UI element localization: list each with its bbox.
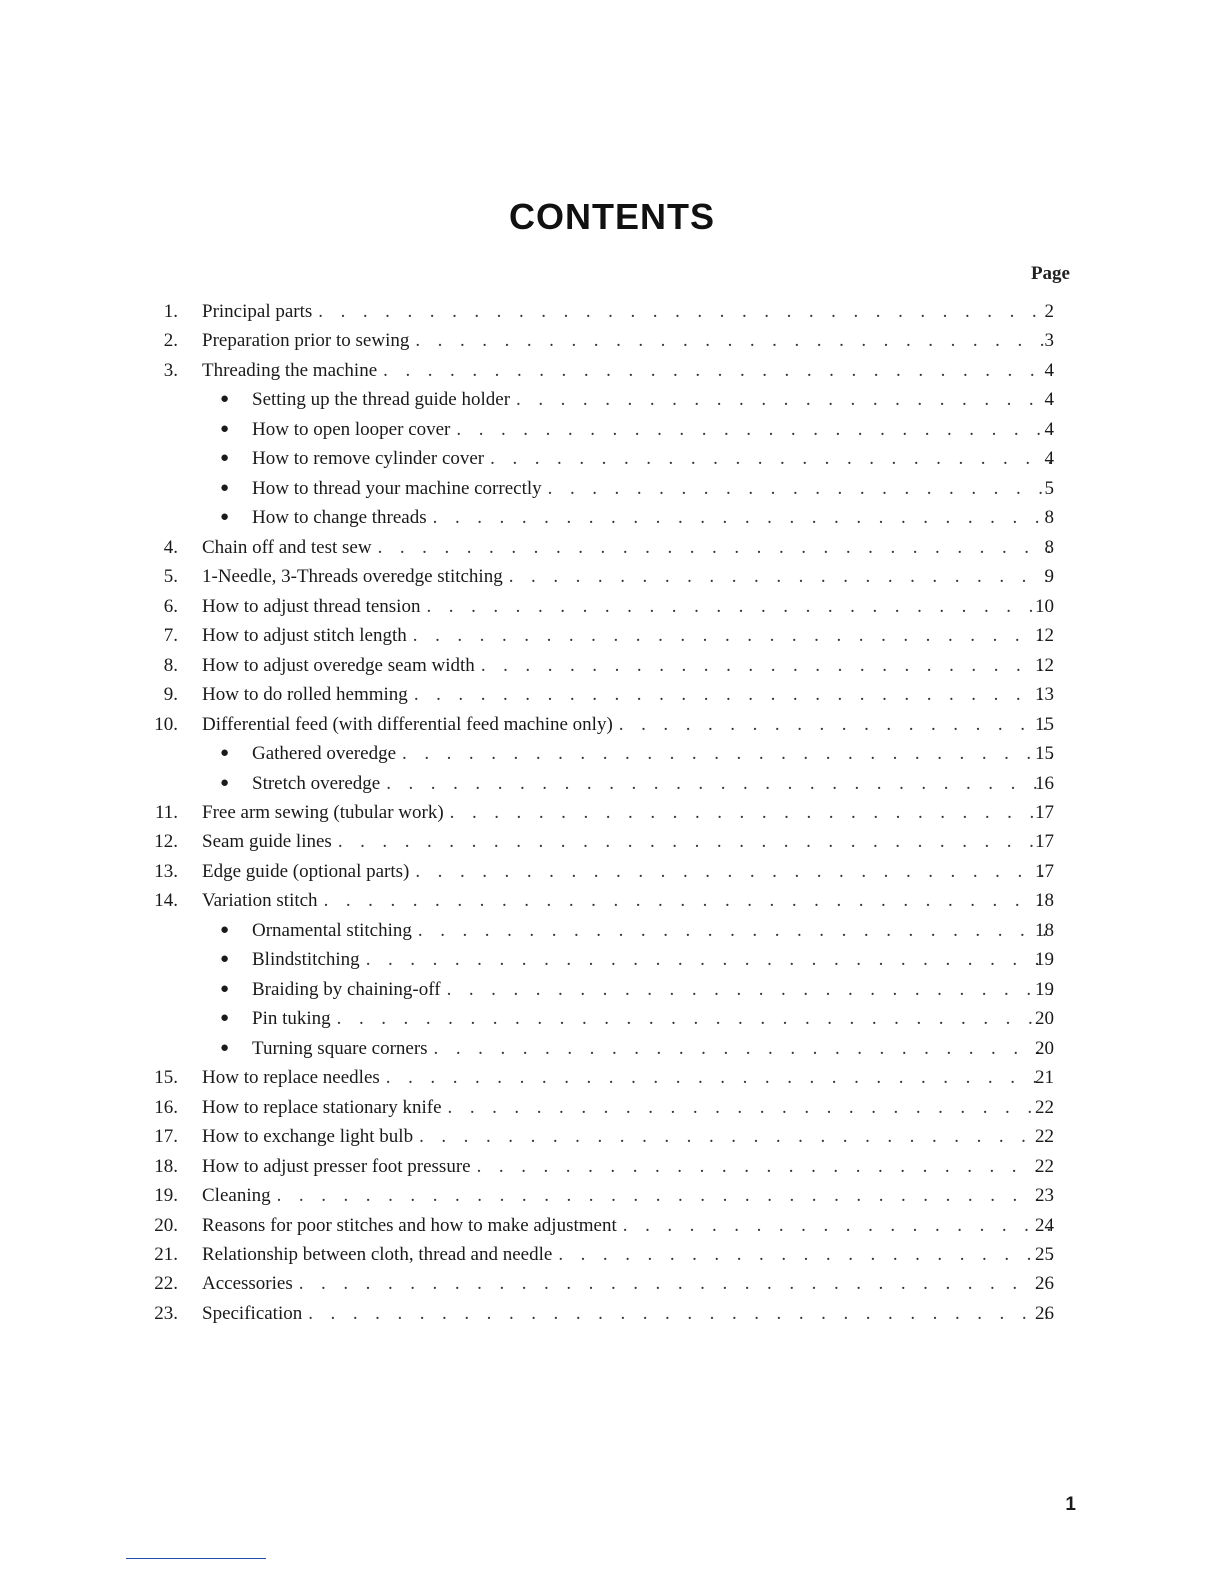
- dot-leader: [477, 1152, 1052, 1181]
- toc-entry-number: 18.: [154, 1155, 178, 1177]
- toc-row: [0, 415, 1224, 444]
- toc-row: [0, 592, 1224, 621]
- dot-leader: [419, 1122, 1052, 1151]
- toc-entry: [202, 621, 1056, 650]
- toc-entry-number: 16.: [154, 1096, 178, 1118]
- toc-entry-page: 21: [1035, 1067, 1054, 1089]
- toc-entry-page: 22: [1035, 1096, 1054, 1118]
- toc-entry-number: 21.: [154, 1244, 178, 1265]
- toc-row: [0, 975, 1224, 1004]
- dot-leader: [383, 356, 1052, 385]
- toc-entry-label: Specification: [202, 1302, 303, 1324]
- toc-row: [0, 562, 1224, 591]
- dot-leader: [318, 297, 1052, 326]
- toc-row: [0, 945, 1224, 974]
- toc-entry-number: 22.: [154, 1273, 178, 1295]
- toc-entry: [202, 857, 1056, 886]
- dot-leader: [337, 1004, 1052, 1033]
- toc-entry-page: 17: [1035, 831, 1054, 853]
- toc-entry-page: 4: [1044, 359, 1054, 381]
- toc-row: [0, 857, 1224, 886]
- table-of-contents: [0, 297, 1224, 1328]
- toc-entry: [202, 562, 1056, 591]
- toc-entry-label: Reasons for poor stitches and how to make adjustment: [202, 1214, 617, 1236]
- dot-leader: [414, 680, 1052, 709]
- toc-entry-page: 15: [1035, 743, 1054, 765]
- toc-entry-number: 3.: [163, 359, 178, 381]
- toc-row: [0, 1093, 1224, 1122]
- toc-entry-number: 4.: [163, 536, 178, 558]
- bullet-icon: ●: [220, 980, 230, 997]
- toc-entry-label: How to change threads: [252, 507, 427, 529]
- dot-leader: [378, 533, 1052, 562]
- bullet-icon: ●: [220, 745, 230, 762]
- toc-entry-label: How to remove cylinder cover: [252, 448, 485, 470]
- toc-row: [0, 1152, 1224, 1181]
- toc-entry-label: How to thread your machine correctly: [252, 477, 542, 499]
- toc-entry: [202, 1240, 1056, 1269]
- toc-entry-label: Seam guide lines: [202, 831, 332, 853]
- toc-row: [0, 651, 1224, 680]
- toc-row: [0, 1063, 1224, 1092]
- bullet-icon: ●: [220, 450, 230, 467]
- toc-entry: [252, 503, 1056, 532]
- toc-entry-page: 2: [1044, 301, 1054, 322]
- toc-entry-number: 14.: [154, 890, 178, 912]
- toc-entry-number: 11.: [154, 801, 178, 823]
- toc-entry-page: 9: [1044, 566, 1054, 588]
- toc-row: [0, 533, 1224, 562]
- bullet-icon: ●: [220, 509, 230, 526]
- bullet-icon: ●: [220, 420, 230, 437]
- toc-row: [0, 1004, 1224, 1033]
- toc-entry-page: 20: [1035, 1008, 1054, 1030]
- toc-entry-page: 17: [1035, 860, 1054, 882]
- toc-entry-page: 16: [1035, 772, 1054, 794]
- toc-entry-page: 24: [1035, 1214, 1054, 1236]
- toc-entry-label: Edge guide (optional parts): [202, 860, 410, 882]
- toc-entry-page: 25: [1035, 1244, 1054, 1265]
- toc-entry-label: How to exchange light bulb: [202, 1126, 414, 1148]
- toc-entry-page: 18: [1035, 890, 1054, 912]
- dot-leader: [548, 474, 1052, 503]
- toc-row: [0, 385, 1224, 414]
- toc-entry: [202, 297, 1056, 326]
- toc-row: [0, 1034, 1224, 1063]
- toc-entry-number: 20.: [154, 1214, 178, 1236]
- dot-leader: [386, 769, 1052, 798]
- toc-entry: [252, 975, 1056, 1004]
- toc-entry-page: 5: [1044, 477, 1054, 499]
- toc-entry: [252, 739, 1056, 768]
- toc-entry: [252, 444, 1056, 473]
- toc-entry-label: Pin tuking: [252, 1008, 331, 1030]
- toc-entry: [202, 1299, 1056, 1328]
- dot-leader: [509, 562, 1052, 591]
- toc-row: [0, 326, 1224, 355]
- toc-entry-page: 12: [1035, 654, 1054, 676]
- toc-row: [0, 1211, 1224, 1240]
- toc-row: [0, 1240, 1224, 1269]
- toc-entry-label: How to open looper cover: [252, 418, 451, 440]
- toc-entry-label: Principal parts: [202, 301, 313, 322]
- toc-entry: [252, 1004, 1056, 1033]
- toc-row: [0, 680, 1224, 709]
- toc-entry-number: 5.: [163, 566, 178, 588]
- toc-entry: [202, 1152, 1056, 1181]
- toc-entry: [202, 1269, 1056, 1298]
- toc-entry-label: Blindstitching: [252, 949, 360, 971]
- toc-entry-number: 12.: [154, 831, 178, 853]
- page-number: 1: [1065, 1494, 1076, 1515]
- toc-entry-number: 6.: [163, 595, 178, 617]
- bullet-icon: ●: [220, 921, 230, 938]
- toc-row: [0, 356, 1224, 385]
- toc-entry: [202, 592, 1056, 621]
- toc-entry-label: How to replace needles: [202, 1067, 380, 1089]
- dot-leader: [418, 916, 1052, 945]
- dot-leader: [456, 415, 1052, 444]
- toc-entry-label: Threading the machine: [202, 359, 378, 381]
- toc-entry: [202, 1211, 1056, 1240]
- toc-entry: [202, 680, 1056, 709]
- toc-entry-label: Turning square corners: [252, 1037, 428, 1059]
- toc-row: [0, 769, 1224, 798]
- toc-entry-page: 4: [1044, 418, 1054, 440]
- toc-entry-number: 10.: [154, 713, 178, 735]
- dot-leader: [619, 710, 1052, 739]
- toc-entry-page: 23: [1035, 1185, 1054, 1207]
- dot-leader: [277, 1181, 1052, 1210]
- toc-entry-label: Stretch overedge: [252, 772, 381, 794]
- toc-entry-label: How to do rolled hemming: [202, 684, 408, 706]
- toc-row: [0, 1299, 1224, 1328]
- toc-entry-page: 19: [1035, 978, 1054, 1000]
- toc-row: [0, 444, 1224, 473]
- dot-leader: [324, 886, 1052, 915]
- toc-row: [0, 798, 1224, 827]
- toc-entry-page: 26: [1035, 1302, 1054, 1324]
- toc-entry-number: 9.: [163, 684, 178, 706]
- toc-entry: [202, 326, 1056, 355]
- toc-entry: [252, 916, 1056, 945]
- toc-entry: [252, 769, 1056, 798]
- toc-entry-page: 17: [1035, 801, 1054, 823]
- dot-leader: [308, 1299, 1052, 1328]
- toc-entry-label: Ornamental stitching: [252, 919, 412, 941]
- toc-entry-number: 23.: [154, 1302, 178, 1324]
- dot-leader: [426, 592, 1052, 621]
- toc-entry-label: Preparation prior to sewing: [202, 330, 410, 352]
- toc-row: [0, 886, 1224, 915]
- toc-entry-page: 20: [1035, 1037, 1054, 1059]
- dot-leader: [490, 444, 1052, 473]
- toc-entry-number: 13.: [154, 860, 178, 882]
- toc-entry: [252, 415, 1056, 444]
- toc-entry-label: How to adjust overedge seam width: [202, 654, 475, 676]
- toc-entry-page: 18: [1035, 919, 1054, 941]
- toc-row: [0, 1122, 1224, 1151]
- dot-leader: [481, 651, 1052, 680]
- toc-entry: [202, 356, 1056, 385]
- dot-leader: [450, 798, 1052, 827]
- toc-entry-page: 8: [1044, 507, 1054, 529]
- toc-entry-number: 15.: [154, 1067, 178, 1089]
- toc-row: [0, 827, 1224, 856]
- toc-entry: [202, 827, 1056, 856]
- dot-leader: [433, 503, 1052, 532]
- dot-leader: [338, 827, 1052, 856]
- toc-entry-page: 26: [1035, 1273, 1054, 1295]
- toc-entry-label: Free arm sewing (tubular work): [202, 801, 444, 823]
- dot-leader: [386, 1063, 1052, 1092]
- toc-entry-label: Setting up the thread guide holder: [252, 389, 511, 411]
- toc-entry: [252, 385, 1056, 414]
- dot-leader: [558, 1240, 1052, 1269]
- toc-entry: [202, 651, 1056, 680]
- toc-entry-label: Accessories: [202, 1273, 293, 1295]
- toc-entry-page: 13: [1035, 684, 1054, 706]
- toc-entry-label: Chain off and test sew: [202, 536, 372, 558]
- toc-entry-page: 10: [1035, 595, 1054, 617]
- toc-row: [0, 503, 1224, 532]
- toc-entry: [202, 1093, 1056, 1122]
- toc-entry: [202, 1063, 1056, 1092]
- toc-row: [0, 710, 1224, 739]
- dot-leader: [413, 621, 1052, 650]
- toc-entry-page: 4: [1044, 389, 1054, 411]
- toc-entry-label: Cleaning: [202, 1185, 271, 1207]
- toc-entry-number: 8.: [163, 654, 178, 676]
- toc-entry-label: How to adjust presser foot pressure: [202, 1155, 471, 1177]
- dot-leader: [448, 1093, 1052, 1122]
- dot-leader: [434, 1034, 1052, 1063]
- toc-entry: [202, 886, 1056, 915]
- dot-leader: [516, 385, 1052, 414]
- dot-leader: [415, 326, 1052, 355]
- toc-entry: [202, 533, 1056, 562]
- bullet-icon: ●: [220, 774, 230, 791]
- toc-entry: [202, 710, 1056, 739]
- toc-entry-page: 8: [1044, 536, 1054, 558]
- page-column-header: Page: [1030, 263, 1070, 284]
- toc-entry-page: 3: [1044, 330, 1054, 352]
- toc-row: [0, 1181, 1224, 1210]
- toc-row: [0, 916, 1224, 945]
- toc-entry-label: Variation stitch: [202, 890, 318, 912]
- toc-entry-number: 7.: [163, 625, 178, 647]
- toc-entry-page: 22: [1035, 1126, 1054, 1148]
- toc-entry-label: How to replace stationary knife: [202, 1096, 442, 1118]
- bullet-icon: ●: [220, 479, 230, 496]
- toc-entry-label: Differential feed (with differential feed machine only): [202, 713, 613, 735]
- toc-entry-label: How to adjust stitch length: [202, 625, 407, 647]
- dot-leader: [447, 975, 1052, 1004]
- toc-entry-label: Braiding by chaining-off: [252, 978, 441, 1000]
- toc-entry: [202, 1122, 1056, 1151]
- bullet-icon: ●: [220, 951, 230, 968]
- toc-entry-number: 1.: [163, 301, 178, 322]
- toc-entry-page: 4: [1044, 448, 1054, 470]
- toc-row: [0, 1269, 1224, 1298]
- toc-entry-page: 19: [1035, 949, 1054, 971]
- toc-entry: [252, 1034, 1056, 1063]
- toc-entry-number: 17.: [154, 1126, 178, 1148]
- bullet-icon: ●: [220, 391, 230, 408]
- toc-entry: [202, 1181, 1056, 1210]
- dot-leader: [623, 1211, 1052, 1240]
- dot-leader: [402, 739, 1052, 768]
- toc-entry-page: 22: [1035, 1155, 1054, 1177]
- toc-entry-number: 19.: [154, 1185, 178, 1207]
- bullet-icon: ●: [220, 1010, 230, 1027]
- toc-row: [0, 621, 1224, 650]
- toc-entry-label: Relationship between cloth, thread and needle: [202, 1244, 553, 1265]
- page-title: CONTENTS: [509, 196, 715, 237]
- toc-entry-page: 12: [1035, 625, 1054, 647]
- toc-entry-label: 1-Needle, 3-Threads overedge stitching: [202, 566, 503, 588]
- dot-leader: [415, 857, 1052, 886]
- toc-row: [0, 739, 1224, 768]
- toc-entry-label: Gathered overedge: [252, 743, 397, 765]
- toc-row: [0, 297, 1224, 326]
- dot-leader: [299, 1269, 1052, 1298]
- toc-row: [0, 474, 1224, 503]
- toc-entry: [202, 798, 1056, 827]
- toc-entry: [252, 945, 1056, 974]
- toc-entry: [252, 474, 1056, 503]
- bullet-icon: ●: [220, 1039, 230, 1056]
- footer-rule: [126, 1558, 266, 1559]
- toc-entry-page: 15: [1035, 713, 1054, 735]
- toc-entry-label: How to adjust thread tension: [202, 595, 421, 617]
- toc-entry-number: 2.: [163, 330, 178, 352]
- dot-leader: [366, 945, 1052, 974]
